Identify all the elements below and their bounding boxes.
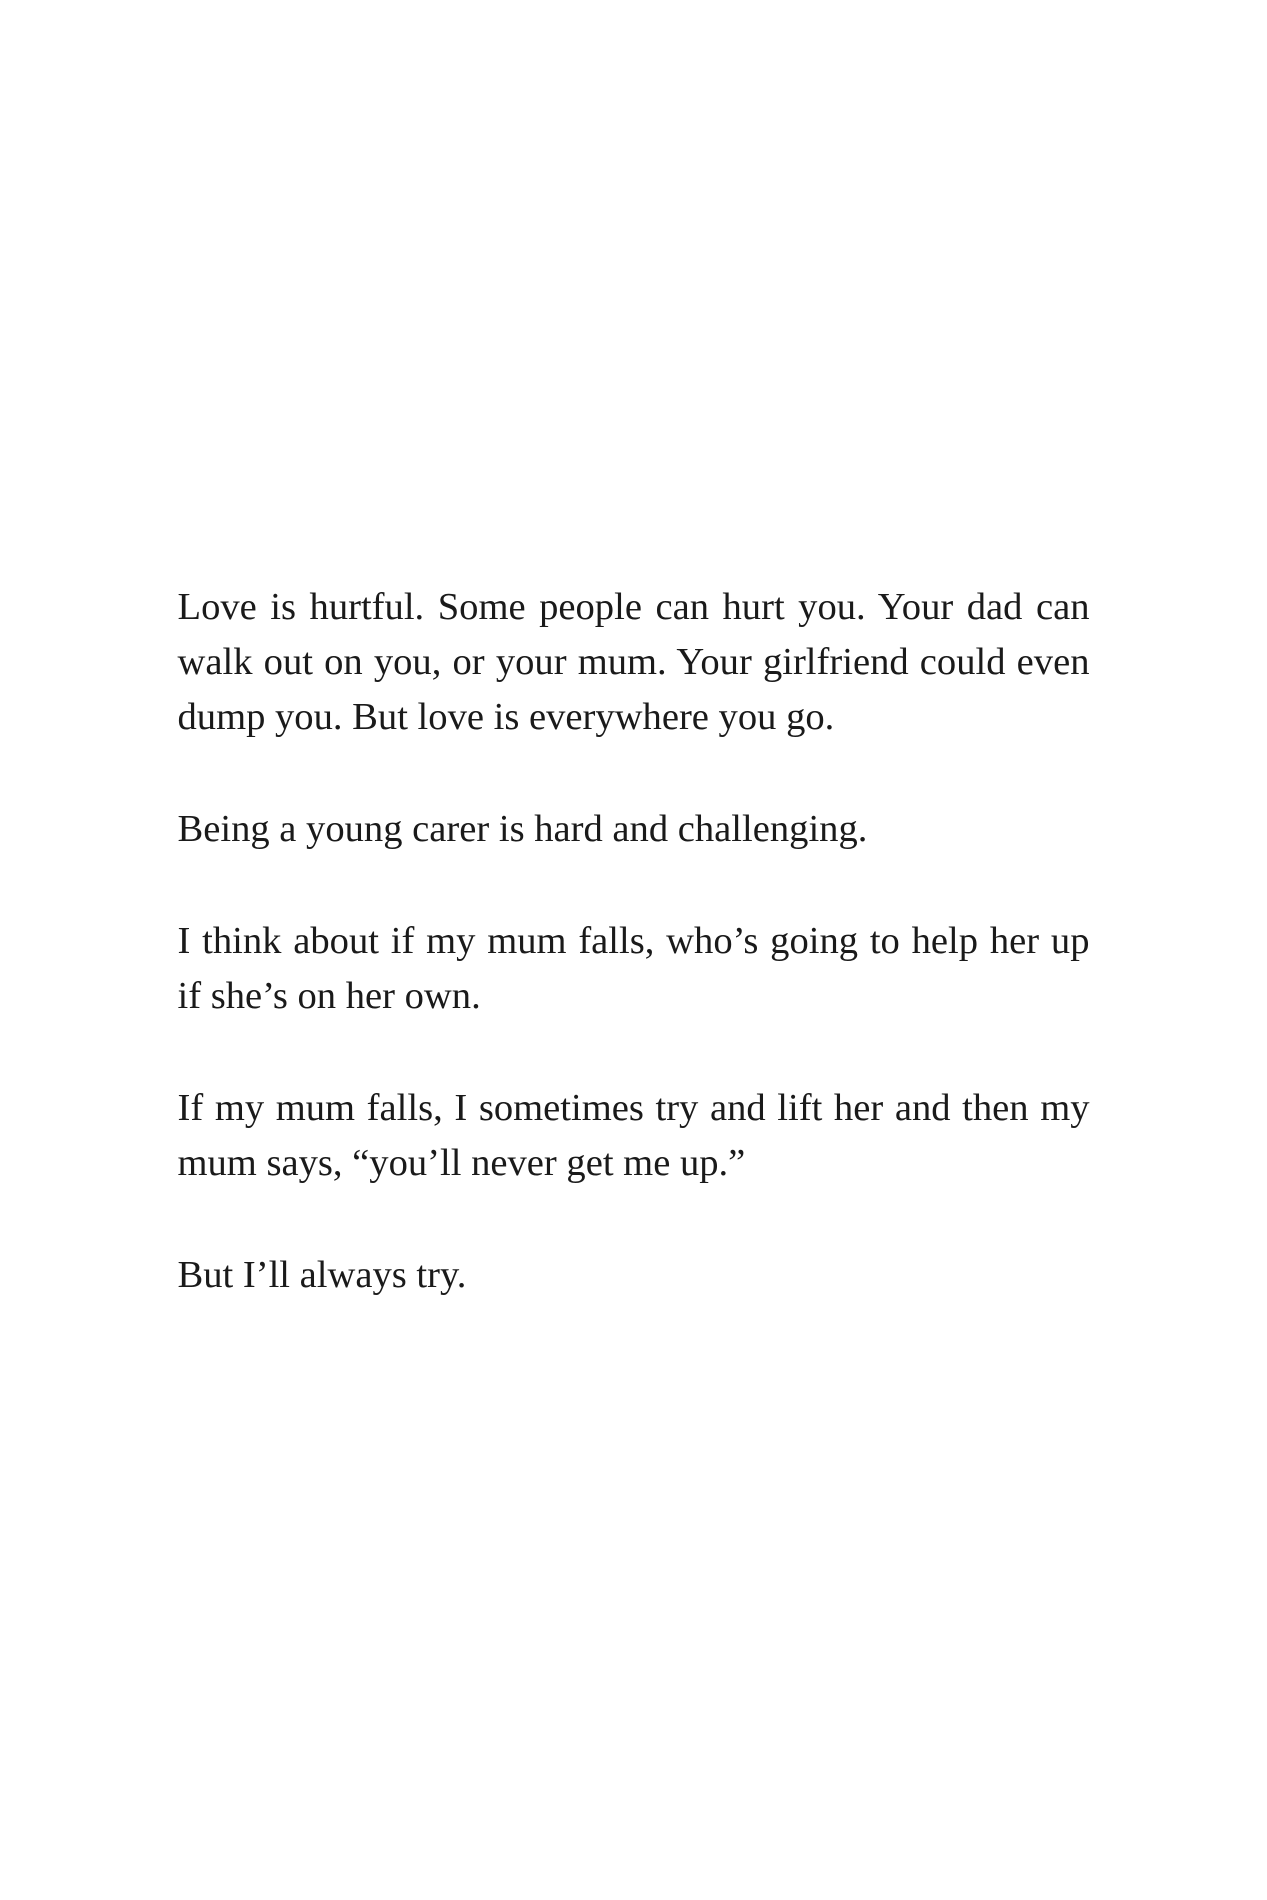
paragraph-love-is-hurtful	[178, 580, 1090, 745]
text-line: dump you. But love is everywhere you go.	[177, 696, 835, 738]
article-text	[178, 0, 1090, 1303]
text-line: Being a young carer is hard and challenging.	[177, 808, 868, 850]
text-line: walk out on you, or your mum. Your girlfriend could even	[177, 641, 1090, 683]
paragraph-i-think-about	[178, 914, 1090, 1024]
text-line: mum says, “you’ll never get me up.”	[177, 1142, 746, 1184]
text-line: But I’ll always try.	[177, 1254, 467, 1296]
text-line: I think about if my mum falls, who’s going to help her up	[177, 920, 1090, 962]
text-line: Love is hurtful. Some people can hurt you. Your dad can	[177, 586, 1090, 628]
text-line: If my mum falls, I sometimes try and lift her and then my	[177, 1087, 1090, 1129]
paragraph-if-my-mum-falls	[178, 1081, 1090, 1191]
text-line: if she’s on her own.	[177, 975, 481, 1017]
paragraph-being-a-young-carer	[178, 802, 1090, 857]
paragraph-but-ill-always-try	[178, 1248, 1090, 1303]
